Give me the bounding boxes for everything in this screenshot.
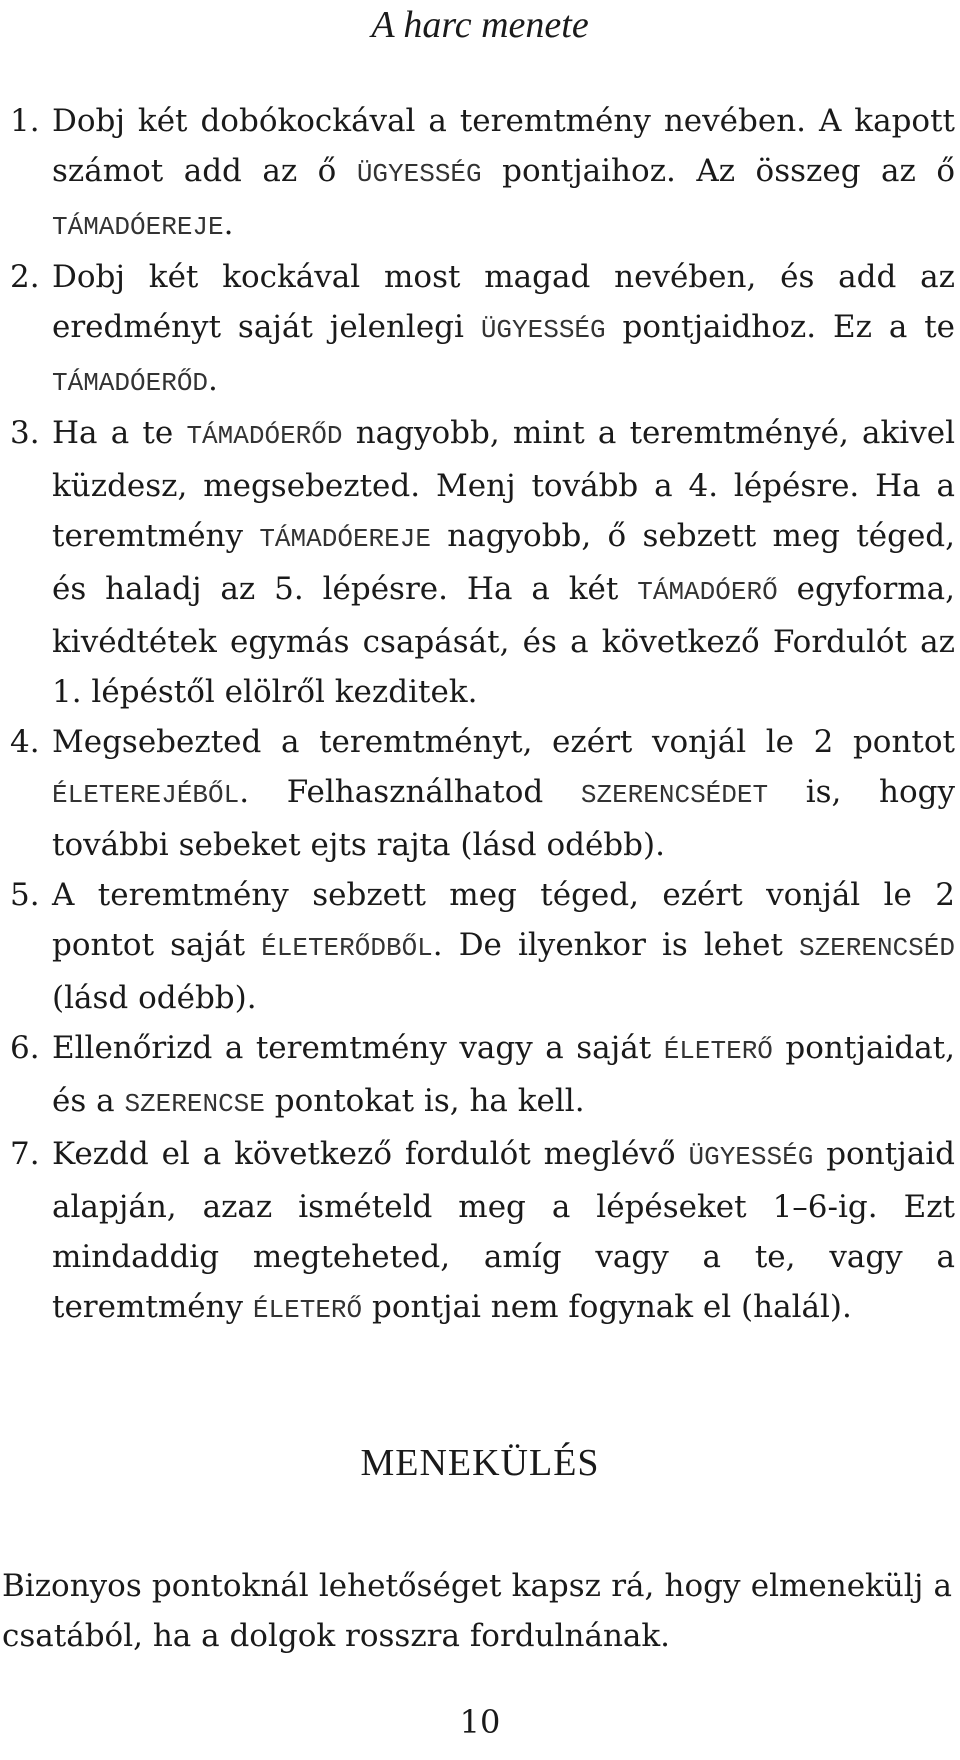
stat-term: ÜGYESSÉG (688, 1142, 814, 1172)
page-title: A harc menete (371, 4, 589, 46)
stat-term: SZERENCSÉD (798, 933, 955, 963)
step-text (52, 717, 955, 870)
step-text-run: egyforma, kivédtétek egymás csapását, és a következő Fordulót az 1. lépéstől elölről kezditek. (52, 571, 955, 710)
step-text-run: pontokat is, ha kell. (264, 1083, 585, 1119)
step-text (52, 870, 955, 1023)
step-item (10, 1023, 955, 1129)
step-text-run: is, hogy további sebeket ejts rajta (lásd odébb). (52, 774, 955, 863)
step-number: 4. (10, 724, 40, 760)
step-number: 7. (10, 1136, 40, 1172)
escape-paragraph: Bizonyos pontoknál lehetőséget kapsz rá, hogy elmenekülj a csatából, ha a dolgok rosszra fordulnának. (2, 1568, 952, 1654)
step-text-run: Dobj két kockával most magad nevében, és add az eredményt saját jelenlegi (52, 259, 955, 345)
step-item (10, 870, 955, 1023)
stat-term: TÁMADÓEREJE (52, 212, 224, 242)
step-text-run: . (223, 206, 234, 242)
step-text-run: Megsebezted a teremtményt, ezért vonjál le 2 pontot (52, 724, 955, 760)
step-number: 1. (10, 103, 40, 139)
step-text-run: pontjai nem fogynak el (halál). (362, 1289, 852, 1325)
stat-term: SZERENCSE (124, 1089, 265, 1119)
step-text-run: . Felhasználhatod (239, 774, 581, 810)
step-text-run: (lásd odébb). (52, 980, 257, 1016)
step-text-run: nagyobb, mint a teremtményé, akivel küzdesz, megsebezted. Menj tovább a 4. lépésre. Ha a teremtmény (52, 415, 955, 554)
stat-term: ÉLETERŐ (252, 1295, 363, 1325)
step-text-run: . De ilyenkor is lehet (432, 927, 799, 963)
page-number: 10 (459, 1703, 501, 1741)
step-text-run: pontjaidat, és a (52, 1030, 955, 1119)
step-text-run: A teremtmény sebzett meg téged, ezért vonjál le 2 pontot saját (52, 877, 955, 963)
step-number: 3. (10, 415, 40, 451)
step-number: 6. (10, 1030, 40, 1066)
stat-term: ÉLETERŐ (663, 1036, 773, 1066)
step-text (52, 252, 955, 408)
step-text (52, 96, 955, 252)
step-text-run: pontjaid alapján, azaz ismételd meg a lépéseket 1–6-ig. Ezt mindaddig megteheted, amíg vagy a te, vagy a teremtmény (52, 1136, 956, 1325)
step-text-run: pontjaidhoz. Ez a te (605, 309, 955, 345)
step-number: 5. (10, 877, 40, 913)
stat-term: TÁMADÓERŐ (637, 577, 778, 607)
step-text (52, 1023, 955, 1129)
step-text-run: Kezdd el a következő fordulót meglévő (52, 1136, 689, 1172)
stat-term: TÁMADÓEREJE (259, 524, 431, 554)
step-item (10, 717, 955, 870)
stat-term: ÜGYESSÉG (356, 159, 482, 189)
step-item (10, 408, 955, 717)
step-item (10, 1129, 955, 1335)
combat-steps-list (10, 96, 955, 1335)
step-text-run: pontjaihoz. Az összeg az ő (481, 153, 955, 189)
step-item (10, 96, 955, 252)
stat-term: TÁMADÓERŐD (186, 421, 343, 451)
stat-term: ÉLETERŐDBŐL (261, 933, 433, 963)
step-item (10, 252, 955, 408)
step-text (52, 1129, 955, 1335)
step-text-run: Dobj két dobókockával a teremtmény nevében. A kapott számot add az ő (52, 103, 955, 189)
step-text-run: nagyobb, ő sebzett meg téged, és haladj az 5. lépésre. Ha a két (52, 518, 955, 607)
stat-term: ÜGYESSÉG (480, 315, 606, 345)
step-text-run: . (208, 362, 218, 398)
step-number: 2. (10, 259, 40, 295)
stat-term: TÁMADÓERŐD (52, 368, 209, 398)
step-text-run: Ellenőrizd a teremtmény vagy a saját (52, 1030, 664, 1066)
section-heading: MENEKÜLÉS (360, 1442, 600, 1484)
stat-term: SZERENCSÉDET (580, 780, 769, 810)
step-text (52, 408, 955, 717)
stat-term: ÉLETEREJÉBŐL (52, 780, 240, 810)
step-text-run: Ha a te (52, 415, 187, 451)
